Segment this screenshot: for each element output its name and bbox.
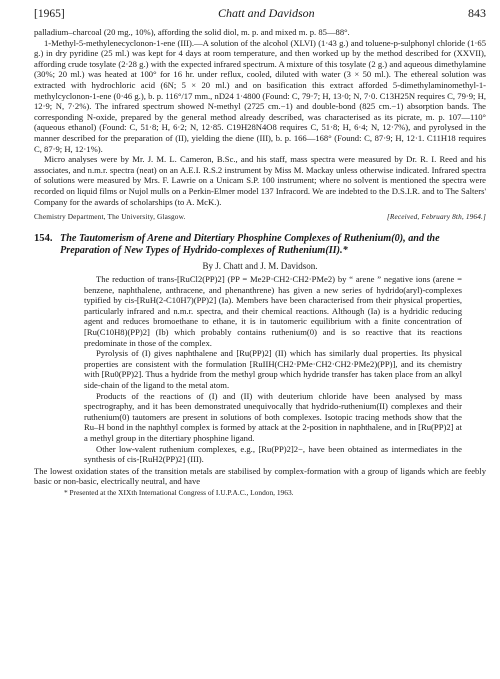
- footnote: * Presented at the XIXth International Congress of I.U.P.A.C., London, 1963.: [64, 487, 294, 497]
- acknowledgements-paragraph: Micro analyses were by Mr. J. M. L. Cameron, B.Sc., and his staff, mass spectra were measured by Dr. R. I. Reed and his associates, and n.m.r. spectra (neat) on an A.E.I. R.S.2 instrument by Miss M. Mackay unless otherwise indicated. Infrared spectra of solutions were measured by Mrs. F. Lawrie on a Unicam S.P. 100 instrument; where no solvent is mentioned the spectra were recorded on liquid films or Nujol mulls on a Perkin-Elmer model 137 Infracord. We are indebted to the D.S.I.R. and to The Salters' Company for the awards of scholarships (to A. McK.).: [34, 154, 486, 207]
- affiliation-line: [34, 212, 486, 221]
- running-title: Chatt and Davidson: [218, 6, 315, 20]
- authors: By J. Chatt and J. M. Davidson.: [202, 261, 318, 272]
- intro-paragraph: The lowest oxidation states of the transition metals are stabilised by complex-formation with a group of ligands which are feebly basic or non-basic, electrically neutral, and have: [34, 465, 486, 487]
- received-date: [Received, February 8th, 1964.]: [386, 212, 486, 222]
- abstract-paragraph: Pyrolysis of (I) gives naphthalene and [Ru(PP)2] (II) which has similarly dual properties. Its physical properties are consistent with the formulation [RuIIH(CH2·PMe·CH2·CH2·PMe2)(PP)], and its chemistry with [Ru0(PP)2]. Thus a hydride from the methyl group which hydride transfer has taken place from an alkyl side-chain of the ligand to the metal atom.: [84, 348, 462, 391]
- abstract-paragraph: The reduction of trans-[RuCl2(PP)2] (PP = Me2P·CH2·CH2·PMe2) by “ arene ” negative ions (arene = benzene, naphthalene, anthracene, and phenanthrene) has given a new series of hydrido(aryl)-complexes typified by cis-[RuH(2-C10H7)(PP)2] (Ia). Members have been characterised from their physical properties, particularly infrared and n.m.r. spectra, and their chemical reactions. Although (Ia) is a hydridic reducing agent and reduces bromoethane to ethane, it is in tautomeric equilibrium with a finite concentration of [Ru(C10H8)(PP)2] (Ib) which probably contains ruthenium(0) and is so reactive that its reactions predominate in those of the complex.: [84, 274, 462, 348]
- running-header: [34, 6, 486, 21]
- abstract-paragraph: Products of the reactions of (I) and (II) with deuterium chloride have been analysed by mass spectrography, and it has been demonstrated unequivocally that hydrido-ruthenium(II) complexes and their ruthenium(0) tautomers are present in solutions of both complexes. Isotopic tracing methods show that the Ru–H bond in the naphthyl complex is formed by attack at the 2-position in naphthalene, and in [Ru(PP)2] at a methyl group in the ditertiary phosphine ligand.: [84, 390, 462, 443]
- article-title: The Tautomerism of Arene and Ditertiary Phosphine Complexes of Ruthenium(0), and the Preparation of New Types of Hydrido-complexes of Ruthenium(II).*: [60, 233, 440, 257]
- affiliation: Chemistry Department, The University, Glasgow.: [34, 212, 186, 222]
- paragraph: 1-Methyl-5-methylenecyclonon-1-ene (III).—A solution of the alcohol (XLVI) (1·43 g.) and toluene-p-sulphonyl chloride (1·65 g.) in dry pyridine (25 ml.) was kept for 4 days at room temperature, and then worked up by the method described for (XXVII), affording crude tosylate (2·28 g.) with the expected infrared spectrum. A mixture of this tosylate (2 g.) and aqueous dimethylamine (30%; 20 ml.) was heated at 100° for 16 hr. under reflux, cooled, diluted with water (3 × 50 ml.). The ethereal solution was extracted with hydrochloric acid (6N; 5 × 20 ml.) and on basification this extract afforded 5-dimethylaminomethyl-1-methylcyclonon-1-ene (0·46 g.), b. p. 116°/17 mm., nD24 1·4800 (Found: C, 79·7; H, 13·0; N, 7·0. C13H25N requires C, 79·9; H, 12·9; N, 7·2%). The infrared spectrum showed N-methyl (2725 cm.−1) and double-bond (825 cm.−1) absorption bands. The corresponding N-oxide, prepared by the general method already described, was characterised as its picrate, m. p. 107—110° (aqueous ethanol) (Found: C, 51·8; H, 6·2; N, 12·85. C19H28N4O8 requires C, 51·8; H, 6·4; N, 12·7%), and pyrolysed in the manner described for the preparation of (II), yielding the diene (III), b. p. 166—168° (Found: C, 87·9; H, 12·1. C11H18 requires C, 87·9; H, 12·1%).: [34, 37, 486, 154]
- article-heading: [34, 233, 486, 257]
- abstract-paragraph: Other low-valent ruthenium complexes, e.g., [Ru(PP)2]2−, have been obtained as intermediates in the synthesis of cis-[RuH2(PP)2] (III).: [84, 443, 462, 465]
- abstract: [34, 274, 486, 465]
- paragraph: palladium–charcoal (20 mg., 10%), affording the solid diol, m. p. and mixed m. p. 85—88°.: [34, 27, 350, 37]
- journal-year: [1965]: [34, 8, 65, 20]
- introduction: [34, 466, 486, 487]
- article-number: 154.: [34, 233, 53, 245]
- previous-article-end: [34, 27, 486, 207]
- page-number: 843: [468, 6, 486, 20]
